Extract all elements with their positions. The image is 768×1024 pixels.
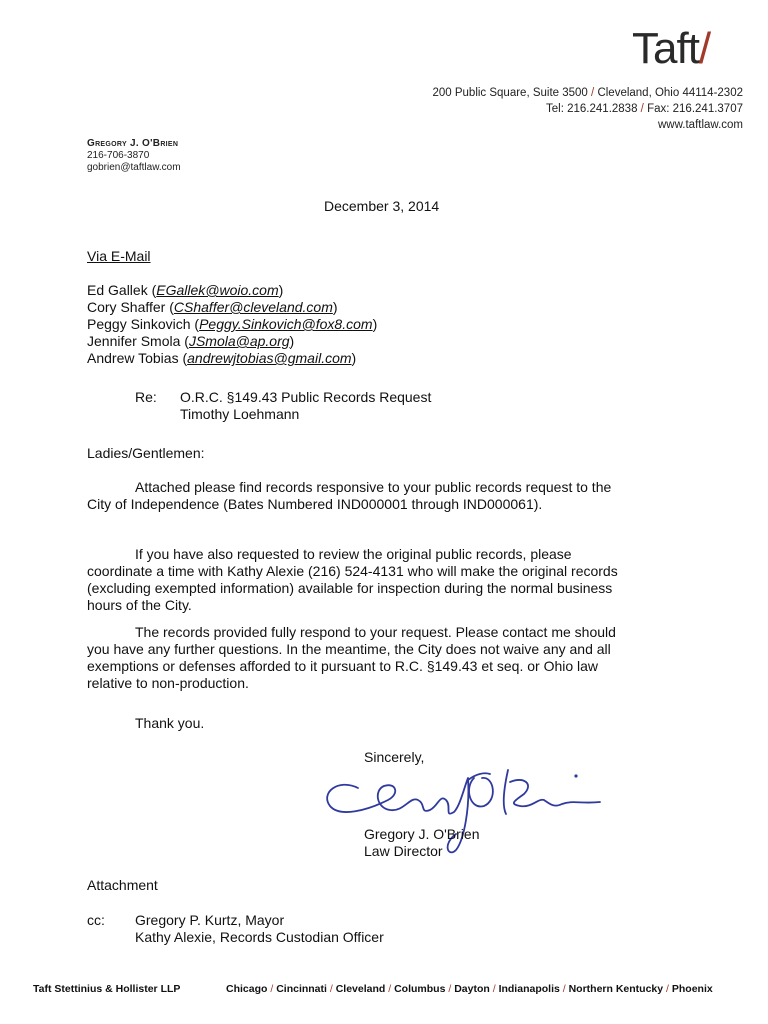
office-city: Cleveland xyxy=(335,983,386,995)
signature-block xyxy=(364,826,480,860)
recipient-item: Ed Gallek (EGallek@woio.com) xyxy=(87,282,284,298)
paragraph-2 xyxy=(87,546,667,614)
recipient-item: Andrew Tobias (andrewjtobias@gmail.com) xyxy=(87,350,357,366)
paragraph-line: (excluding exempted information) available for inspection during the normal business xyxy=(87,580,613,596)
re-line-2: Timothy Loehmann xyxy=(180,406,300,422)
recipient-email[interactable]: CShaffer@cleveland.com xyxy=(173,299,333,315)
paragraph-line: coordinate a time with Kathy Alexie (216) 524-4131 who will make the original records xyxy=(87,563,618,579)
paragraph-line: The records provided fully respond to your request. Please contact me should xyxy=(135,624,616,640)
paragraph-line: relative to non-production. xyxy=(87,675,249,691)
paragraph-line: you have any further questions. In the meantime, the City does not waive any and all xyxy=(87,641,611,657)
thank-you: Thank you. xyxy=(135,715,205,731)
attachment-note: Attachment xyxy=(87,877,158,893)
recipient-name: Jennifer Smola xyxy=(87,333,181,349)
firm-street: 200 Public Square, Suite 3500 xyxy=(432,87,588,99)
sender-phone: 216-706-3870 xyxy=(87,150,150,161)
signer-name: Gregory J. O'Brien xyxy=(364,826,480,842)
firm-address-block: 200 Public Square, Suite 3500 / Cleveland, Ohio 44114-2302 Tel: 216.241.2838 / Fax: 216.241.3707 www.taftlaw.com xyxy=(432,87,743,131)
recipient-email[interactable]: JSmola@ap.org xyxy=(188,333,290,349)
office-city: Northern Kentucky xyxy=(568,983,664,995)
taft-logo xyxy=(632,24,710,74)
recipient-item: Peggy Sinkovich (Peggy.Sinkovich@fox8.com) xyxy=(87,316,378,332)
cc-list xyxy=(135,912,384,946)
footer-firm-name: Taft Stettinius & Hollister LLP xyxy=(33,983,181,995)
cc-label: cc: xyxy=(87,912,105,928)
recipient-name: Cory Shaffer xyxy=(87,299,166,315)
recipient-email[interactable]: Peggy.Sinkovich@fox8.com xyxy=(199,316,373,332)
recipient-name: Ed Gallek xyxy=(87,282,148,298)
paragraph-1 xyxy=(87,479,667,513)
sincerely: Sincerely, xyxy=(364,749,425,765)
logo-text: Taft xyxy=(632,24,699,73)
office-city: Chicago xyxy=(226,983,268,995)
office-city: Columbus xyxy=(394,983,446,995)
office-city: Phoenix xyxy=(671,983,713,995)
recipient-name: Peggy Sinkovich xyxy=(87,316,191,332)
recipient-list xyxy=(87,282,377,367)
signer-title: Law Director xyxy=(364,843,443,859)
salutation: Ladies/Gentlemen: xyxy=(87,445,205,461)
office-city: Indianapolis xyxy=(498,983,560,995)
paragraph-line: City of Independence (Bates Numbered IND000001 through IND000061). xyxy=(87,496,543,512)
paragraph-line: exemptions or defenses afforded to it pursuant to R.C. §149.43 et seq. or Ohio law xyxy=(87,658,599,674)
paragraph-line: Attached please find records responsive to your public records request to the xyxy=(135,479,612,495)
footer-office-list: Chicago / Cincinnati / Cleveland / Columbus / Dayton / Indianapolis / Northern Kentucky / Phoenix xyxy=(226,983,713,995)
recipient-name: Andrew Tobias xyxy=(87,350,179,366)
paragraph-line: If you have also requested to review the original public records, please xyxy=(135,546,572,562)
via-email: Via E-Mail xyxy=(87,248,151,264)
firm-city: Cleveland, Ohio 44114-2302 xyxy=(597,87,743,99)
paragraph-3 xyxy=(87,624,667,692)
cc-item: Gregory P. Kurtz, Mayor xyxy=(135,912,285,928)
cc-item: Kathy Alexie, Records Custodian Officer xyxy=(135,929,384,945)
firm-website[interactable]: www.taftlaw.com xyxy=(658,119,743,131)
re-line-1: O.R.C. §149.43 Public Records Request xyxy=(180,389,432,405)
re-subject xyxy=(180,389,431,423)
recipient-email[interactable]: andrewjtobias@gmail.com xyxy=(187,350,352,366)
sender-name: Gregory J. O'Brien xyxy=(87,138,179,149)
logo-slash: / xyxy=(698,24,711,73)
recipient-item: Jennifer Smola (JSmola@ap.org) xyxy=(87,333,295,349)
office-city: Dayton xyxy=(454,983,490,995)
sender-block xyxy=(87,138,181,174)
re-label: Re: xyxy=(135,389,157,405)
recipient-item: Cory Shaffer (CShaffer@cleveland.com) xyxy=(87,299,338,315)
recipient-email[interactable]: EGallek@woio.com xyxy=(156,282,279,298)
firm-fax: Fax: 216.241.3707 xyxy=(647,103,743,115)
office-city: Cincinnati xyxy=(276,983,327,995)
letter-date: December 3, 2014 xyxy=(324,198,440,214)
firm-tel: Tel: 216.241.2838 xyxy=(546,103,638,115)
sender-email[interactable]: gobrien@taftlaw.com xyxy=(87,162,181,173)
paragraph-line: hours of the City. xyxy=(87,597,192,613)
